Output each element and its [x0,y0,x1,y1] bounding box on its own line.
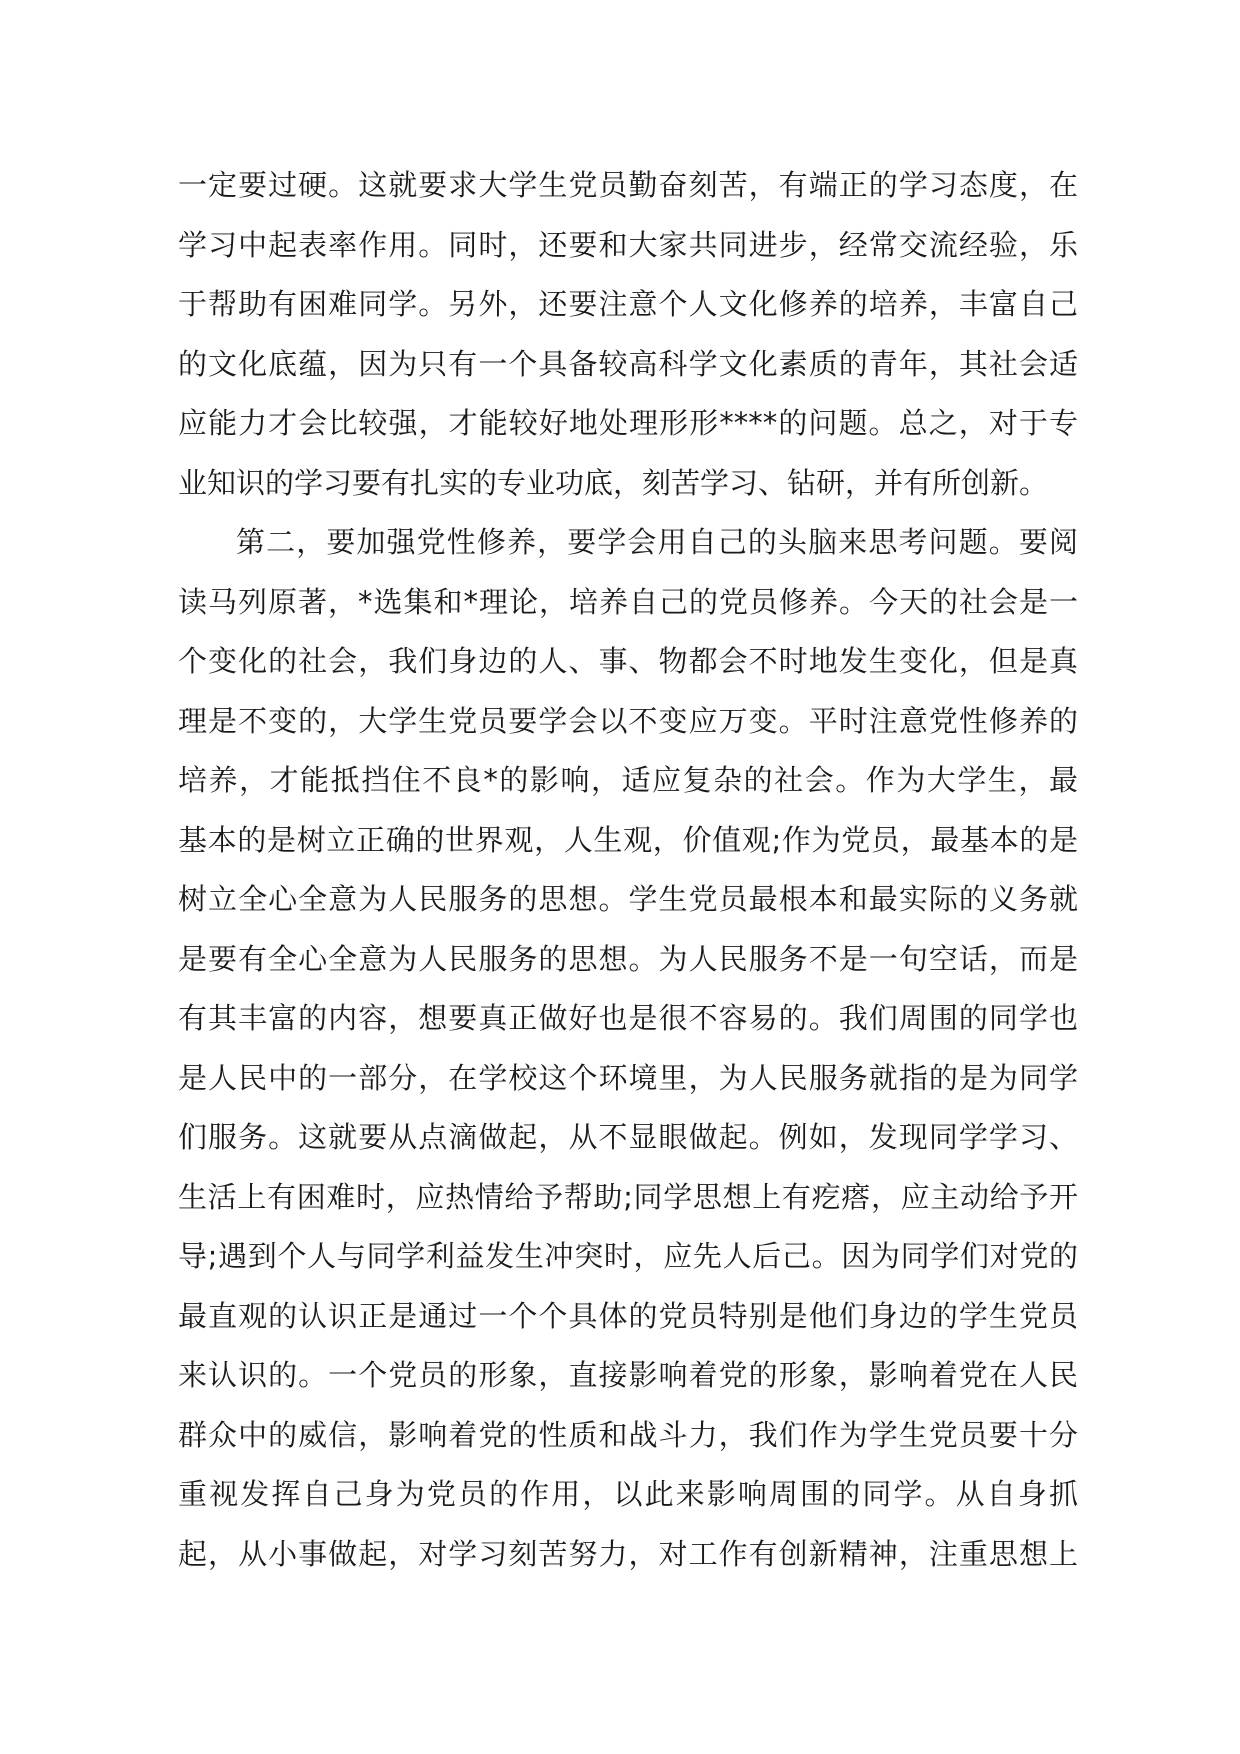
text-line: 于帮助有困难同学。另外，还要注意个人文化修养的培养，丰富自己 [178,287,1078,321]
text-line: 有其丰富的内容，想要真正做好也是很不容易的。我们周围的同学也 [178,1001,1078,1035]
text-line: 导;遇到个人与同学利益发生冲突时，应先人后己。因为同学们对党的 [178,1239,1078,1273]
text-line: 应能力才会比较强，才能较好地处理形形****的问题。总之，对于专 [178,406,1078,440]
text-line: 是人民中的一部分，在学校这个环境里，为人民服务就指的是为同学 [178,1060,1078,1095]
text-line: 来认识的。一个党员的形象，直接影响着党的形象，影响着党在人民 [178,1358,1078,1392]
text-line: 生活上有困难时，应热情给予帮助;同学思想上有疙瘩，应主动给予开 [178,1179,1078,1214]
text-line: 最直观的认识正是通过一个个具体的党员特别是他们身边的学生党员 [178,1298,1078,1333]
text-line: 个变化的社会，我们身边的人、事、物都会不时地发生变化，但是真 [178,644,1078,678]
text-line: 的文化底蕴，因为只有一个具备较高科学文化素质的青年，其社会适 [178,346,1078,381]
text-line: 培养，才能抵挡住不良*的影响，适应复杂的社会。作为大学生，最 [178,763,1078,797]
text-line: 一定要过硬。这就要求大学生党员勤奋刻苦，有端正的学习态度，在 [178,168,1078,202]
text-line: 业知识的学习要有扎实的专业功底，刻苦学习、钻研，并有所创新。 [178,465,1049,500]
body-text [178,156,1078,1584]
paragraph-start-line: 第二，要加强党性修养，要学会用自己的头脑来思考问题。要阅 [236,525,1078,559]
text-line: 重视发挥自己身为党员的作用，以此来影响周围的同学。从自身抓 [178,1477,1078,1511]
text-line: 们服务。这就要从点滴做起，从不显眼做起。例如，发现同学学习、 [178,1120,1078,1154]
text-line: 基本的是树立正确的世界观，人生观，价值观;作为党员，最基本的是 [178,822,1078,857]
text-line: 读马列原著，*选集和*理论，培养自己的党员修养。今天的社会是一 [178,584,1078,619]
text-line: 起，从小事做起，对学习刻苦努力，对工作有创新精神，注重思想上 [178,1536,1078,1571]
text-line: 理是不变的，大学生党员要学会以不变应万变。平时注意党性修养的 [178,703,1078,738]
text-line: 树立全心全意为人民服务的思想。学生党员最根本和最实际的义务就 [178,882,1078,916]
text-line: 是要有全心全意为人民服务的思想。为人民服务不是一句空话，而是 [178,941,1078,976]
text-line: 学习中起表率作用。同时，还要和大家共同进步，经常交流经验，乐 [178,227,1078,262]
text-line: 群众中的威信，影响着党的性质和战斗力，我们作为学生党员要十分 [178,1417,1078,1452]
